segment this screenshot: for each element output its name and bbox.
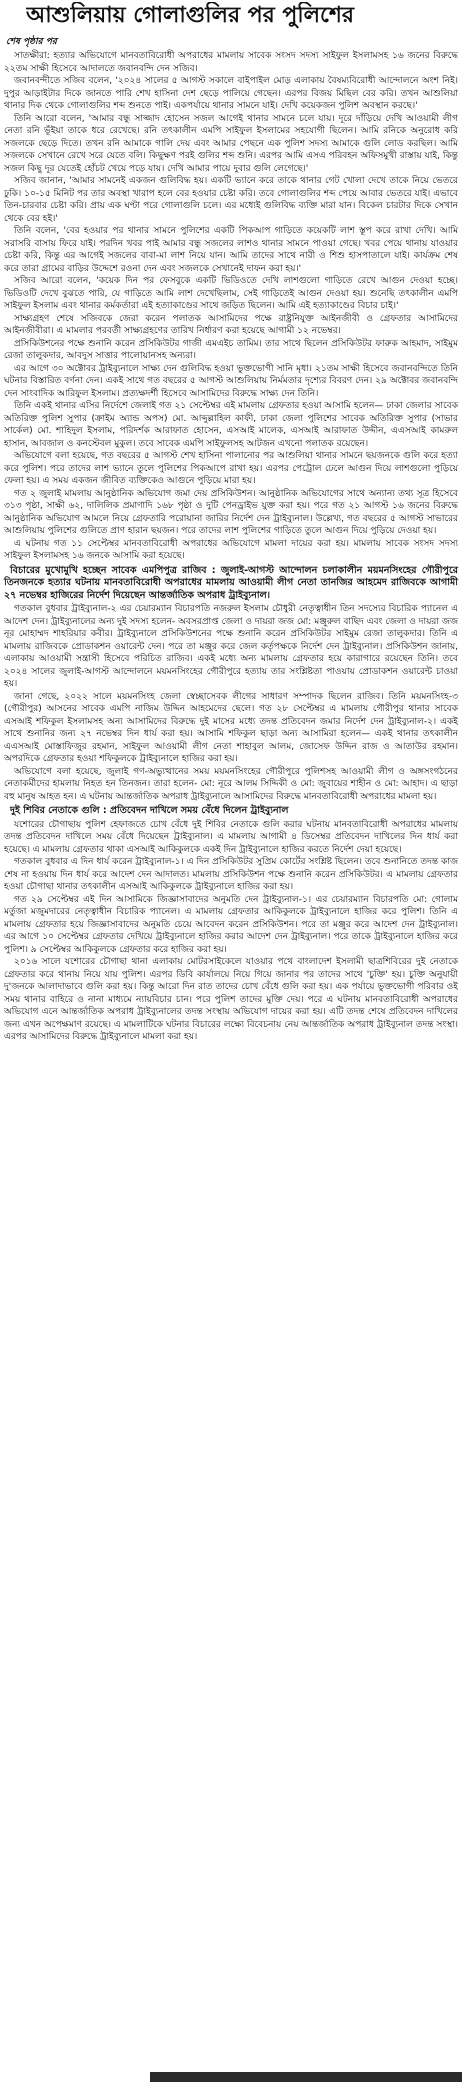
- footer-strip: [0, 2070, 462, 2084]
- article-paragraph: সজিব জানান, 'আমার সামনেই একজন গুলিবিদ্ধ হয়। একটি ভ্যানে করে তাকে থানার গেট খোলা দেখে তাকে নিয়ে ভেতরে ঢুকি। ১০-১৫ মিনিট পর তার অবস্থা খারাপ হলে বের হওয়ার চেষ্টা করি। তবে গোলাগুলির শব্দ পেয়ে আবার ভেতরে যাই। এভাবে তিন-চারবার চেষ্টা করি। প্রায় এক ঘণ্টা পরে গোলাগুলি চলে। এর মধ্যেই গুলিবিদ্ধ ব্যক্তি মারা যান। বিকেল চারটার দিকে সেখান থেকে বের হই।': [4, 176, 458, 224]
- article-paragraph: প্রসিকিউশনের পক্ষে শুনানি করেন প্রসিকিউটর গাজী এমএইচ তামিম। তার সাথে ছিলেন প্রসিকিউটর ফারুক আহমাদ, সাইমুম রেজা তালুকদার, আবদুস সাত্তার পালোয়ানসহ অন্যরা।: [4, 338, 458, 361]
- article-paragraph: গত ২ জুলাই মামলায় আনুষ্ঠানিক অভিযোগ জমা দেয় প্রসিকিউশন। আনুষ্ঠানিক অভিযোগের সাথে অন্যান্য তথ্য সূত্র হিসেবে ৩১৩ পৃষ্ঠা, সাক্ষী ৬২, দালিলিক প্রমাণাদি ১৬৮ পৃষ্ঠা ও দুটি পেনড্রাইভ যুক্ত করা হয়। পরে গত ২১ আগস্ট ১৬ জনের বিরুদ্ধে আনুষ্ঠানিক অভিযোগ আমলে নিয়ে গ্রেফতারি পরোয়ানা জারির নির্দেশ দেন ট্রাইব্যুনাল। উল্লেখ্য, গত বছরের ৫ আগস্ট সাভারের আশুলিয়ায় পুলিশের গুলিতে প্রাণ হারান ছয়জন। পরে তাদের লাশ পুলিশের গাড়িতে তুলে আগুন দিয়ে পুড়িয়ে দেওয়া হয়।: [4, 488, 458, 536]
- article-paragraph: জানা গেছে, ২০২২ সালে ময়মনসিংহ জেলা স্বেচ্ছাসেবক লীগের সাধারণ সম্পাদক ছিলেন রাজিব। তিনি ময়মনসিংহ-৩ (গৌরীপুর) আসনের সাবেক এমপি নাজিম উদ্দিন আহমেদের ছেলে। গত ২৮ সেপ্টেম্বর এ মামলায় গৌরীপুর থানার সাবেক এসআই শফিকুল ইসলামসহ অন্য আসামিদের বিরুদ্ধে দুই মাসের মধ্যে তদন্ত প্রতিবেদন জমার নির্দেশ দেন ট্রাইব্যুনাল-২। একই সাথে শুনানির জন্য ২৭ নভেম্বর দিন ধার্য করা হয়। আসামি শফিকুল ছাড়া অন্য আসামিরা হলেন— একই থানার তৎকালীন এএসআই মোস্তাফিজুর রহমান, সাইফুল আওয়ামী লীগ নেতা শাহাবুল আলম, জোসেফ উদ্দিন রাজ ও আতাউর রহমান। অপরদিকে গ্রেফতার হওয়া শফিকুলকে ট্রাইব্যুনালে হাজির করা হয়।: [4, 691, 458, 764]
- article-body: [4, 50, 458, 1044]
- article-paragraph: তিনি আরো বলেন, 'আমার বন্ধু সাজ্জাদ হোসেন সজল আগেই থানার সামনে চলে যায়। দূরে দাঁড়িয়ে দেখি আওয়ামী লীগ নেতা রনি ভূঁইয়া তাকে ধরে রেখেছে। রনি তৎকালীন এমপি সাইফুল ইসলামের সহযোগী ছিলেন। আমি রনিকে অনুরোধ করি সজলকে ছেড়ে দিতে। তখন রনি আমাকে গালি দেয় এবং আমার পেছনে এক পুলিশ সদস্য আমাকে গুলি লোড করছিল। আমি সজলকে সেখানে রেখে সরে যেতে বলি। কিছুক্ষণ পরই গুলির শব্দ শুনি। এরপর আমি এসএ পরিবহন অফিসমুখী রাস্তায় যাই, কিন্তু সজল কিছু দূর যেতেই হোঁচট খেয়ে পড়ে যায়। দেখি আমার পায়ে দুবার গুলি লেগেছে।': [4, 113, 458, 174]
- article-paragraph: গত ২৯ সেপ্টেম্বর এই দিন আসামিকে জিজ্ঞাসাবাদের অনুমতি দেন ট্রাইব্যুনাল-১। এর চেয়ারম্যান বিচারপতি মো: গোলাম মর্তুজা মজুমদারের নেতৃত্বাধীন বিচারিক প্যানেল। এ মামলায় গ্রেফতার আকিকুলকে ট্রাইব্যুনালে হাজির করে পুলিশ। তিনি এ মামলায় গ্রেফতার হয়ে জিজ্ঞাসাবাদের অনুমতি চেয়ে আবেদন করেন প্রসিকিউশন। পরে তা মঞ্জুর করে আদেশ দেন ট্রাইব্যুনাল। এর আগে ১০ সেপ্টেম্বর গ্রেফতার দেখিয়ে ট্রাইব্যুনালে হাজির করার আদেশ দেন ট্রাইব্যুনাল। পরে তাকে ট্রাইব্যুনালে হাজির করে পুলিশ। ৯ সেপ্টেম্বর আকিকুলকে গ্রেফতার করে হাজির করা হয়।: [4, 894, 458, 955]
- article-paragraph: ২০১৬ সালে যশোরের চৌগাছা থানা এলাকায় মোটরসাইকেলে যাওয়ার পথে বাংলাদেশ ইসলামী ছাত্রশিবিরের দুই নেতাকে গ্রেফতার করে থানায় নিয়ে যায় পুলিশ। এরপর ডিবি কার্যালয়ে নিয়ে গিয়ে জানার পর তাদের সাথে 'চুক্তি' হয়। চুক্তি অনুযায়ী দু'জনকে আলাদাভাবে গুলি করা হয়। কিন্তু আরো দিন রাত তাদের চোখ বেঁধে গুলি করা হয়। এক পর্যায়ে ভুক্তভোগী পরিবার ওই সময় থানার বাহিরে ও নানা মাধ্যমে ন্যায়বিচার চান। পরে পুলিশ তাদের মুক্তি দেয়। পরে এ ঘটনায় মানবতাবিরোধী অপরাধের অভিযোগ এনে আন্তর্জাতিক অপরাধ ট্রাইব্যুনালের তদন্ত সংস্থায় অভিযোগ দায়ের করা হয়। এটি তদন্ত শেষে প্রতিবেদন দাখিলের জন্য এখন অপেক্ষমাণ রয়েছে। এ মামলাটিকে ঘটনার বিচারের লক্ষ্যে বিবেচনায় নেয় আন্তর্জাতিক অপরাধ ট্রাইব্যুনাল তদন্ত সংস্থা। এরপর আসামিদের বিরুদ্ধে ট্রাইব্যুনালে মামলা করা হয়।: [4, 957, 458, 1042]
- article-paragraph: গতকাল বুধবার এ দিন ধার্য করেন ট্রাইব্যুনাল-১। এ দিন প্রসিকিউটর সুপ্রিম কোর্টের সংশ্লিষ্ট ছিলেন। তবে শুনানিতে তদন্ত কাজ শেষ না হওয়ায় দিন ধার্য করে আদেশ দেন আদালত। মামলায় প্রসিকিউশন পক্ষে শুনানি করেন প্রসিকিউটর। এ মামলায় গ্রেফতার হওয়া চৌগাছা থানার তৎকালীন এসআই আকিকুলকে ট্রাইব্যুনালে হাজির করা হয়।: [4, 857, 458, 892]
- article-paragraph: এর আগে ৩০ অক্টোবর ট্রাইব্যুনালে সাক্ষ্য দেন গুলিবিদ্ধ হওয়া ভুক্তভোগী সানি মৃধা। ২১তম সাক্ষী হিসেবে জবানবন্দিতে তিনি ঘটনার বিস্তারিত বর্ণনা দেন। একই সাথে গত বছরের ৫ আগস্ট আশুলিয়ায় নির্মমতার দৃশ্যের বিবরণ দেন। ২৯ অক্টোবর জবানবন্দি দেন সাংবাদিক আরিফুল ইসলাম। প্রত্যক্ষদর্শী হিসেবে আসামিদের বিরুদ্ধে সাক্ষ্য দেন তিনি।: [4, 363, 458, 399]
- subheading-rajib: বিচারের মুখোমুখি হচ্ছেন সাবেক এমপিপুত্র রাজিব : জুলাই-আগস্ট আন্দোলন চলাকালীন ময়মনসিংহের গৌরীপুরে তিনজনকে হত্যার ঘটনায় মানবতাবিরোধী অপরাধের মামলায় আওয়ামী লীগ নেতা তানজির আহমেদ রাজিবকে আগামী ২৭ নভেম্বর হাজিরের নির্দেশ দিয়েছেন আন্তর্জাতিক অপরাধ ট্রাইব্যুনাল।: [4, 564, 458, 601]
- article-paragraph: যশোরের চৌগাছায় পুলিশ হেফাজতে চোখ বেঁধে দুই শিবির নেতাকে গুলি করার ঘটনায় মানবতাবিরোধী অপরাধের মামলায় তদন্ত প্রতিবেদন দাখিলে সময় বেঁধে দিয়েছেন ট্রাইব্যুনাল। এ মামলায় আগামী ৪ ডিসেম্বর প্রতিবেদন দাখিলের দিন ধার্য করা হয়েছে। এ মামলায় গ্রেফতার থাকা এসআই আকিকুলকে একই দিন ট্রাইব্যুনালে হাজির করতে নির্দেশ দেয়া হয়েছে।: [4, 819, 458, 855]
- article-paragraph: সজিব আরো বলেন, 'কয়েক দিন পর ফেসবুকে একটি ভিডিওতে দেখি লাশগুলো গাড়িতে রেখে আগুন দেওয়া হচ্ছে। ভিডিওটি দেখে বুঝতে পারি, যে গাড়িতে আমি লাশ দেখেছিলাম, সেই গাড়িতেই আগুন দেওয়া হয়। শুনেছি তৎকালীন এমপি সাইফুল ইসলাম এবং থানার কর্মকর্তারা এই হত্যাকাণ্ডের সাথে জড়িত ছিলেন। আমি এই হত্যাকাণ্ডের বিচার চাই।': [4, 276, 458, 311]
- article-paragraph: জবানবন্দীতে সজিব বলেন, '২০২৪ সালের ৫ আগস্ট সকালে বাইপাইল মোড় এলাকায় বৈষম্যবিরোধী আন্দোলনে অংশ নিই। দুপুর আড়াইটার দিকে জানতে পারি শেখ হাসিনা দেশ ছেড়ে পালিয়ে গেছেন। এরপর বিজয় মিছিল বের করি। তখন আশুলিয়া থানার দিক থেকে গোলাগুলির শব্দ শুনতে পাই। একপর্যায়ে থানার সামনে যাই। দেখি কয়েকজন পুলিশ অবস্থান করছে।': [4, 76, 458, 111]
- headline: আশুলিয়ায় গোলাগুলির পর পুলিশের: [26, 3, 354, 28]
- article-paragraph: তিনি বলেন, 'বের হওয়ার পর থানার সামনে পুলিশের একটি পিকআপ গাড়িতে কয়েকটি লাশ স্তূপ করে রাখা দেখি। আমি সরাসরি বাসায় ফিরে যাই। পরদিন খবর পাই আমার বন্ধু সজলের লাশও থানার সামনে পাওয়া গেছে। খবর পেয়ে থানায় যাওয়ার চেষ্টা করি, কিন্তু এর আগেই সজলের বাবা-মা লাশ নিয়ে যান। আমি তাদের সাথে নারী ও শিশু হাসপাতালে যাই। কার্যক্রম শেষ করে তারা গ্রামের বাড়ির উদ্দেশে রওনা দেন এবং সজলকে সেখানেই দাফন করা হয়।': [4, 226, 458, 274]
- article-paragraph: অভিযোগে বলা হয়েছে, জুলাই গণ-অভ্যুত্থানের সময় ময়মনসিংহের গৌরীপুরে পুলিশসহ আওয়ামী লীগ ও অঙ্গসংগঠনের নেতাকর্মীদের হামলায় নিহত হন তিনজন। তারা হলেন- মো: নূরে আলম সিদ্দিকী ও মো: জুবায়ের শাহীন ও মো: আহাদ। এ ছাড়া বহু মানুষ আহত হন। এ ঘটনায় আন্তর্জাতিক অপরাধ ট্রাইব্যুনালে আসামিদের বিরুদ্ধে মানবতাবিরোধী অপরাধের মামলা হয়।: [4, 766, 458, 802]
- article-paragraph: এ ঘটনায় গত ১১ সেপ্টেম্বর মানবতাবিরোধী অপরাধের অভিযোগে মামলা দায়ের করা হয়। মামলায় সাবেক সংসদ সদস্য সাইফুল ইসলামসহ ১৬ জনকে আসামি করা হয়েছে।: [4, 538, 458, 561]
- subheading-shibir: দুই শিবির নেতাকে গুলি : প্রতিবেদন দাখিলে সময় বেঁধে দিলেন ট্রাইব্যুনাল: [10, 805, 289, 816]
- article-paragraph: গতকাল বুধবার ট্রাইব্যুনাল-২ এর চেয়ারম্যান বিচারপতি নজরুল ইসলাম চৌধুরী নেতৃত্বাধীন তিন সদস্যের বিচারিক প্যানেল এ আদেশ দেন। ট্রাইব্যুনালের অন্য দুই সদস্য হলেন- অবসরপ্রাপ্ত জেলা ও দায়রা জজ মো: মঞ্জুরুল বাছিদ এবং জেলা ও দায়রা জজ নূর মোহাম্মদ শাহরিয়ার কবীর। ট্রাইব্যুনালে প্রসিকিউশনের পক্ষে শুনানি করেন প্রসিকিউটর সাইমুম রেজা তালুকদার। তিনি এ মামলায় রাজিবকে প্রোডাকশন ওয়ারেন্ট দেন। পরে তা মঞ্জুর করে জেল কর্তৃপক্ষকে নির্দেশ দেন ট্রাইব্যুনাল। প্রসিকিউশন জানায়, এলাকায় আওয়ামী সন্ত্রাসী হিসেবে পরিচিত রাজিব। একই মধ্যে অন্য মামলায় গ্রেফতার হয়ে কারাগারে রয়েছেন তিনি। তবে ২০২৪ সালের জুলাই-আগস্ট আন্দোলনে ময়মনসিংহের গৌরীপুরে হত্যায় তার সংশ্লিষ্টতা পাওয়ায় প্রোডাকশন ওয়ারেন্ট চাওয়া হয়।: [4, 604, 458, 689]
- continued-from-label: শেষ পৃষ্ঠার পর: [6, 37, 57, 47]
- article-paragraph: তিনি একই থানার এসির নির্দেশে জেলাই গত ২১ সেপ্টেম্বর এই মামলায় গ্রেফতার হওয়া আসামি হলেন— ঢাকা জেলার সাবেক অতিরিক্ত পুলিশ সুপার (ক্রাইম অ্যান্ড অপস) মো. আব্দুল্লাহিল কাফী, ঢাকা জেলা পুলিশের সাবেক অতিরিক্ত সুপার (সাভার সার্কেল) মো. শাহিদুল ইসলাম, পরিদর্শক আরাফাত হোসেন, এসআই মালেক, এসআই আরাফাত উদ্দীন, এএসআই কামরুল হাসান, আবজাল ও কনস্টেবল মুকুল। তবে সাবেক এমপি সাইফুলসহ আটজন এখনো পলাতক রয়েছেন।: [4, 401, 458, 449]
- footer-bar: [150, 2072, 462, 2082]
- article-paragraph: অভিযোগে বলা হয়েছে, গত বছরের ৫ আগস্ট শেখ হাসিনা পালানোর পর আশুলিয়া থানার সামনে ছয়জনকে গুলি করে হত্যা করে পুলিশ। পরে তাদের লাশ ভ্যানে তুলে পুলিশের পিকআপে রাখা হয়। এরপর পেট্রোল ঢেলে আগুন দিয়ে লাশগুলো পুড়িয়ে ফেলা হয়। এ সময় একজন জীবিত ব্যক্তিকেও আগুনে পুড়িয়ে মারা হয়।: [4, 451, 458, 486]
- article-paragraph: সাতক্ষীরা: হত্যার অভিযোগে মানবতাবিরোধী অপরাধের মামলায় সাবেক সংসদ সদস্য সাইফুল ইসলামসহ ১৬ জনের বিরুদ্ধে ২২তম সাক্ষী হিসেবে আদালতে জবানবন্দি দেন সজিব।: [4, 51, 458, 74]
- article-paragraph: সাক্ষ্যগ্রহণ শেষে সজিবকে জেরা করেন পলাতক আসামিদের পক্ষে রাষ্ট্রনিযুক্ত আইনজীবী ও গ্রেফতার আসামিদের আইনজীবীরা। এ মামলার পরবর্তী সাক্ষ্যগ্রহণের তারিখ নির্ধারণ করা হয়েছে আগামী ১২ নভেম্বর।: [4, 313, 458, 336]
